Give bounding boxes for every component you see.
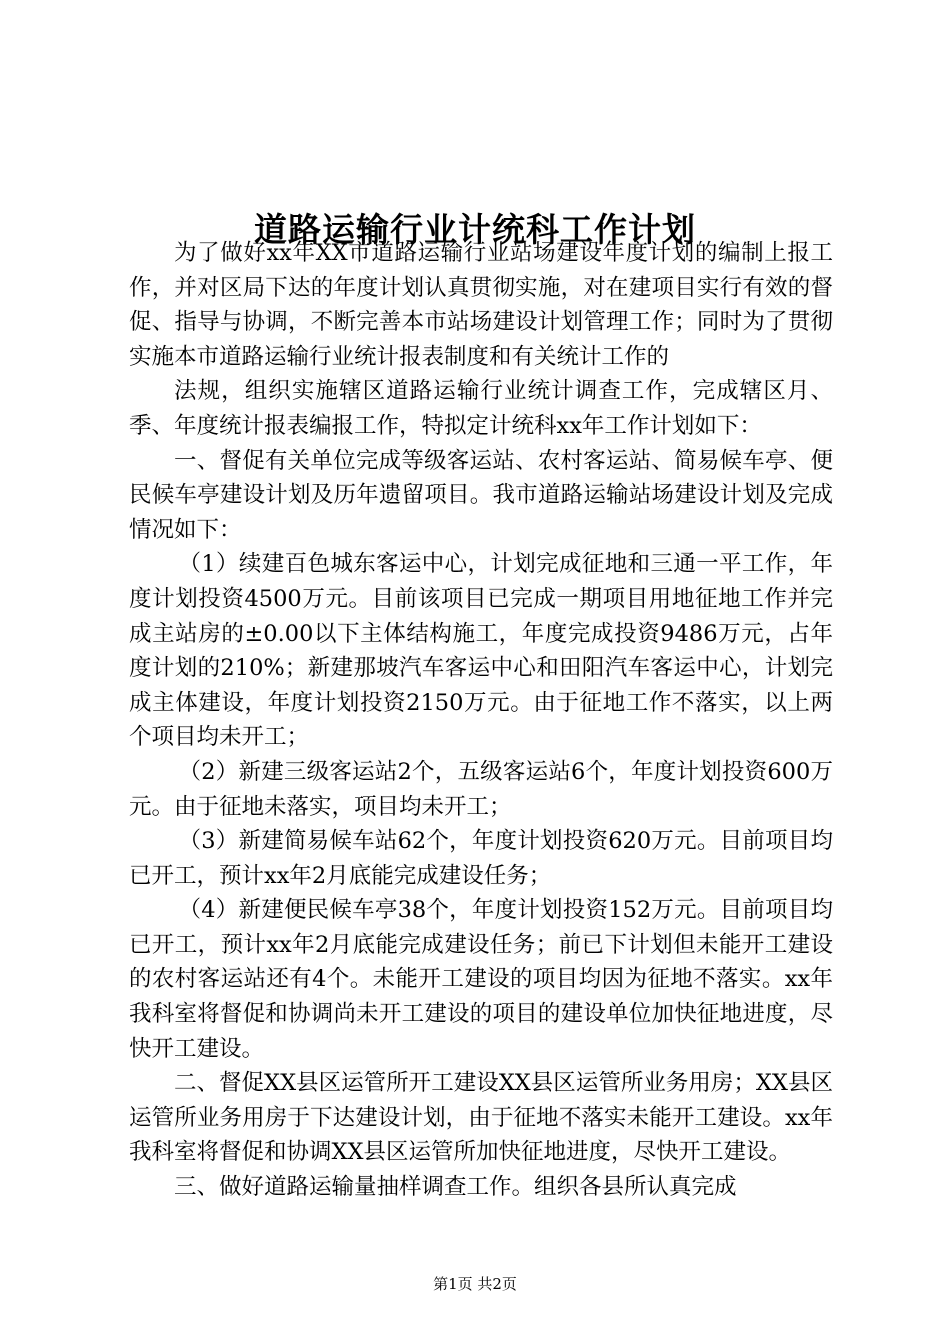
paragraph-item-2: （2）新建三级客运站2个，五级客运站6个，年度计划投资600万元。由于征地未落实，项目均未开工；	[129, 758, 833, 820]
paragraph-item-3: （3）新建简易候车站62个，年度计划投资620万元。目前项目均已开工，预计xx年2月底能完成建设任务；	[129, 828, 833, 889]
paragraph-item-1: （1）续建百色城东客运中心，计划完成征地和三通一平工作，年度计划投资4500万元。目前该项目已完成一期项目用地征地工作并完成主站房的±0.00以下主体结构施工，年度完成投资9486万元，占年度计划的210%；新建那坡汽车客运中心和田阳汽车客运中心，计划完成主体建设，年度计划投资2150万元。由于征地工作不落实，以上两个项目均未开工；	[129, 551, 833, 751]
paragraph-intro-continued: 法规，组织实施辖区道路运输行业统计调查工作，完成辖区月、季、年度统计报表编报工作，特拟定计统科xx年工作计划如下：	[129, 378, 833, 439]
paragraph-item-4: （4）新建便民候车亭38个，年度计划投资152万元。目前项目均已开工，预计xx年2月底能完成建设任务；前已下计划但未能开工建设的农村客运站还有4个。未能开工建设的项目均因为征地不落实。xx年我科室将督促和协调尚未开工建设的项目的建设单位加快征地进度，尽快开工建设。	[129, 897, 833, 1062]
paragraph-intro: 为了做好xx年XX市道路运输行业站场建设年度计划的编制上报工作，并对区局下达的年度计划认真贯彻实施，对在建项目实行有效的督促、指导与协调，不断完善本市站场建设计划管理工作；同时为了贯彻实施本市道路运输行业统计报表制度和有关统计工作的	[129, 240, 833, 370]
page-footer: 第1页 共2页	[433, 1275, 517, 1293]
paragraph-section-two: 二、督促XX县区运管所开工建设XX县区运管所业务用房；XX县区运管所业务用房于下达建设计划，由于征地不落实未能开工建设。xx年我科室将督促和协调XX县区运管所加快征地进度，尽快开工建设。	[129, 1070, 833, 1166]
document-title: 道路运输行业计统科工作计划	[254, 210, 696, 250]
paragraph-section-three: 三、做好道路运输量抽样调查工作。组织各县所认真完成	[174, 1174, 737, 1201]
document-body	[129, 236, 833, 1205]
paragraph-section-one: 一、督促有关单位完成等级客运站、农村客运站、简易候车亭、便民候车亭建设计划及历年遗留项目。我市道路运输站场建设计划及完成情况如下：	[129, 447, 833, 543]
